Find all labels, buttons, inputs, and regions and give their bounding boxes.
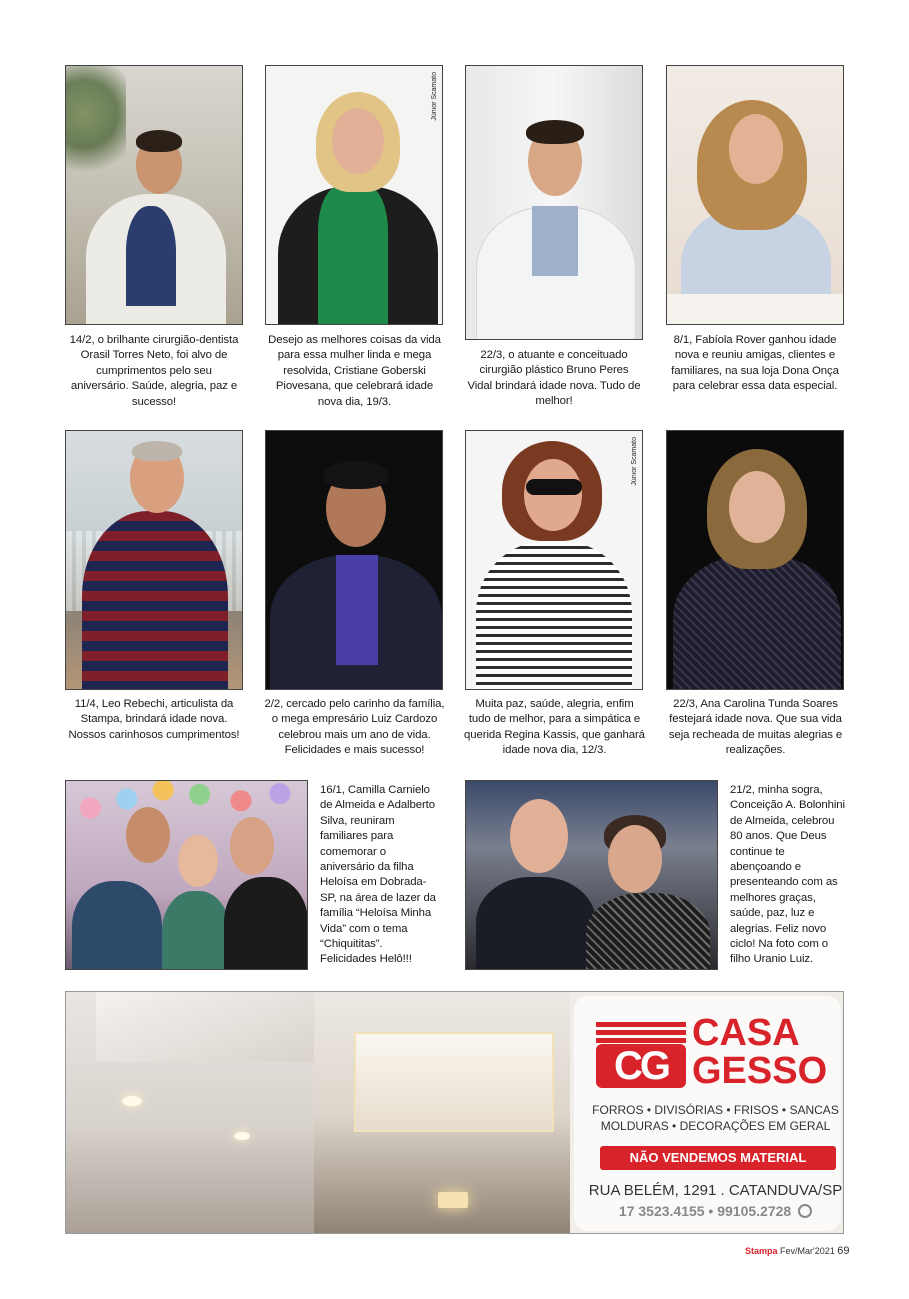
brand-line-gesso: GESSO xyxy=(692,1050,828,1092)
brand-line-casa: CASA xyxy=(692,1012,800,1054)
caption-conceicao: 21/2, minha sogra, Conceição A. Bolonhini de Almeida, celebrou 80 anos. Que Deus continue te abençoando e presenteando com as melhores graças, saúde, paz, luz e alegrias. Feliz novo ciclo! Na foto com o filho Uranio Luiz. xyxy=(730,784,845,966)
edition-label: Fev/Mar'2021 xyxy=(780,1246,835,1256)
caption-orasil: 14/2, o brilhante cirurgião-dentista Orasil Torres Neto, foi alvo de cumprimentos pelo seu aniversário. Saúde, alegria, paz e sucesso! xyxy=(69,334,239,408)
photo-credit: Júnior Scamato xyxy=(631,437,638,486)
photo-camilla-family xyxy=(65,780,308,970)
whatsapp-icon xyxy=(798,1204,812,1218)
ad-ceiling-photo-2 xyxy=(314,992,570,1234)
photo-conceicao xyxy=(465,780,718,970)
casa-gesso-ad xyxy=(65,991,844,1234)
photo-leo xyxy=(65,430,243,690)
photo-cristiane xyxy=(265,65,443,325)
caption-regina: Muita paz, saúde, alegria, enfim tudo de melhor, para a simpática e querida Regina Kassis, que ganhará idade nova dia, 12/3. xyxy=(464,698,645,757)
caption-bruno: 22/3, o atuante e conceituado cirurgião plástico Bruno Peres Vidal brindará idade nova. Tudo de melhor! xyxy=(467,349,641,408)
services-line-1: FORROS • DIVISÓRIAS • FRISOS • SANCAS xyxy=(592,1103,839,1117)
cg-logo-letters: CG xyxy=(596,1044,686,1088)
page-footer xyxy=(745,1245,850,1257)
no-material-banner: NÃO VENDEMOS MATERIAL xyxy=(600,1146,836,1170)
store-address: RUA BELÉM, 1291 . CATANDUVA/SP xyxy=(588,1182,843,1199)
caption-ana-carolina: 22/3, Ana Carolina Tunda Soares festejará idade nova. Que sua vida seja recheada de muitas alegrias e realizações. xyxy=(668,698,843,757)
photo-luiz xyxy=(265,430,443,690)
photo-fabiola xyxy=(666,65,844,325)
brand-name xyxy=(692,1014,827,1090)
magazine-name: Stampa xyxy=(745,1246,778,1256)
photo-credit: Júnior Scamato xyxy=(431,72,438,121)
ad-ceiling-photo-1 xyxy=(66,992,314,1234)
phone-numbers-text: 17 3523.4155 • 99105.2728 xyxy=(618,1203,792,1219)
services-line-2: MOLDURAS • DECORAÇÕES EM GERAL xyxy=(600,1119,831,1133)
caption-leo: 11/4, Leo Rebechi, articulista da Stampa, brindará idade nova. Nossos carinhosos cumprimentos! xyxy=(68,698,240,741)
photo-orasil xyxy=(65,65,243,325)
photo-bruno xyxy=(465,65,643,340)
photo-ana-carolina xyxy=(666,430,844,690)
caption-fabiola: 8/1, Fabíola Rover ganhou idade nova e reuniu amigas, clientes e familiares, na sua loja Dona Onça para celebrar essa data especial. xyxy=(671,334,839,393)
photo-regina xyxy=(465,430,643,690)
caption-luiz: 2/2, cercado pelo carinho da família, o mega empresário Luiz Cardozo celebrou mais um ano de vida. Felicidades e mais sucesso! xyxy=(264,698,445,757)
phone-numbers xyxy=(584,1203,844,1219)
caption-cristiane: Desejo as melhores coisas da vida para essa mulher linda e mega resolvida, Cristiane Goberski Piovesana, que celebrará idade nova dia, 19/3. xyxy=(268,334,441,408)
cg-logo xyxy=(596,1022,686,1088)
caption-camilla: 16/1, Camilla Carnielo de Almeida e Adalberto Silva, reuniram familiares para comemorar o aniversário da filha Heloísa em Dobrada-SP, na área de lazer da família “Heloísa Minha Vida” com o tema “Chiquititas”. Felicidades Helô!!! xyxy=(320,784,436,966)
page-number: 69 xyxy=(837,1245,850,1257)
ad-brand-panel xyxy=(570,992,844,1234)
